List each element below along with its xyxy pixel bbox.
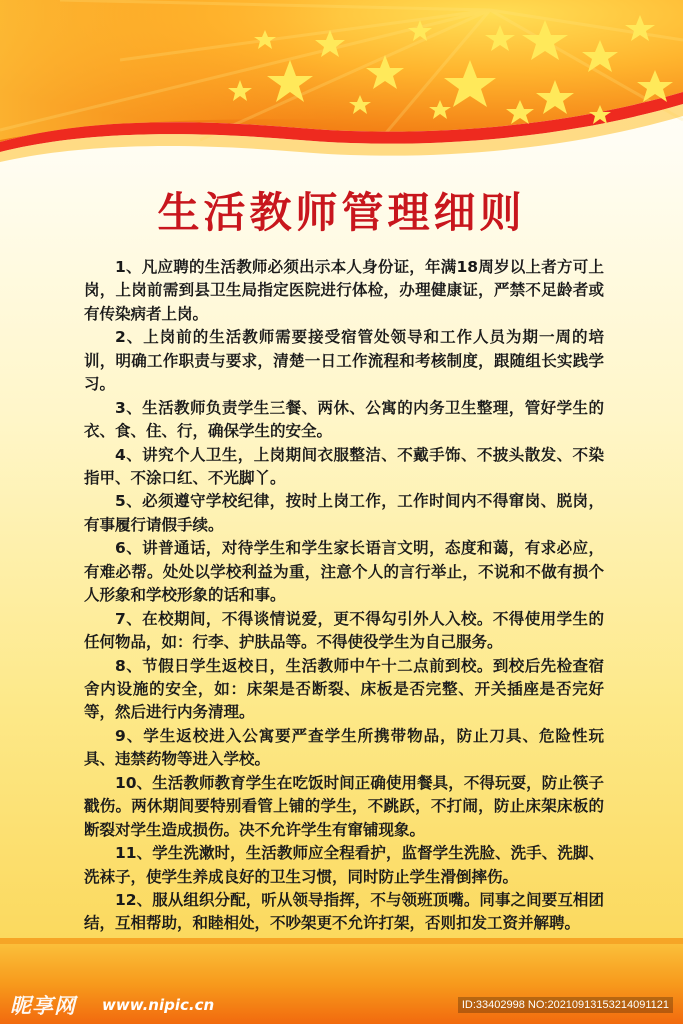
page-title: 生活教师管理细则 bbox=[157, 188, 526, 237]
rule-item: 6、讲普通话，对待学生和学生家长语言文明，态度和蔼，有求必应，有难必帮。处处以学校利益为重，注意个人的言行举止，不说和不做有损个人形象和学校形象的话和事。 bbox=[84, 539, 604, 605]
watermark-id: ID:33402998 NO:20210913153214091121 bbox=[458, 997, 673, 1013]
rule-item: 12、服从组织分配，听从领导指挥，不与领班顶嘴。同事之间要互相团结，互相帮助，和睦相处，不吵架更不允许打架，否则扣发工资并解聘。 bbox=[84, 891, 604, 933]
rule-item: 5、必须遵守学校纪律，按时上岗工作，工作时间内不得窜岗、脱岗，有事履行请假手续。 bbox=[84, 492, 604, 534]
rule-item: 1、凡应聘的生活教师必须出示本人身份证，年满18周岁以上者方可上岗，上岗前需到县卫生局指定医院进行体检，办理健康证，严禁不足龄者或有传染病者上岗。 bbox=[84, 258, 604, 323]
rule-item: 2、上岗前的生活教师需要接受宿管处领导和工作人员为期一周的培训，明确工作职责与要求，清楚一日工作流程和考核制度，跟随组长实践学习。 bbox=[84, 328, 604, 394]
rule-item: 7、在校期间，不得谈情说爱，更不得勾引外人入校。不得使用学生的任何物品，如：行李、护肤品等。不得使役学生为自己服务。 bbox=[84, 609, 604, 652]
watermark-logo: 昵享网 bbox=[10, 994, 76, 1018]
header-banner bbox=[0, 0, 683, 170]
rule-item: 8、节假日学生返校日，生活教师中午十二点前到校。到校后先检查宿舍内设施的安全，如：床架是否断裂、床板是否完整、开关插座是否完好等，然后进行内务清理。 bbox=[84, 656, 604, 722]
rule-item: 11、学生洗漱时，生活教师应全程看护，监督学生洗脸、洗手、洗脚、洗袜子，使学生养成良好的卫生习惯，同时防止学生滑倒摔伤。 bbox=[84, 844, 604, 886]
rule-item: 10、生活教师教育学生在吃饭时间正确使用餐具，不得玩耍，防止筷子戳伤。两休期间要特别看管上铺的学生，不跳跃，不打闹，防止床架床板的断裂对学生造成损伤。决不允许学生有窜铺现象。 bbox=[84, 773, 604, 839]
rules-list bbox=[84, 256, 604, 936]
rule-item: 3、生活教师负责学生三餐、两休、公寓的内务卫生整理，管好学生的衣、食、住、行，确保学生的安全。 bbox=[84, 398, 604, 441]
sunburst-banner-graphic bbox=[0, 0, 683, 170]
watermark-url: www.nipic.cn bbox=[102, 996, 215, 1014]
rule-item: 4、讲究个人卫生，上岗期间衣服整洁、不戴手饰、不披头散发、不染指甲、不涂口红、不光脚丫。 bbox=[84, 445, 604, 487]
rule-item: 9、学生返校进入公寓要严查学生所携带物品，防止刀具、危险性玩具、违禁药物等进入学校。 bbox=[84, 726, 604, 769]
